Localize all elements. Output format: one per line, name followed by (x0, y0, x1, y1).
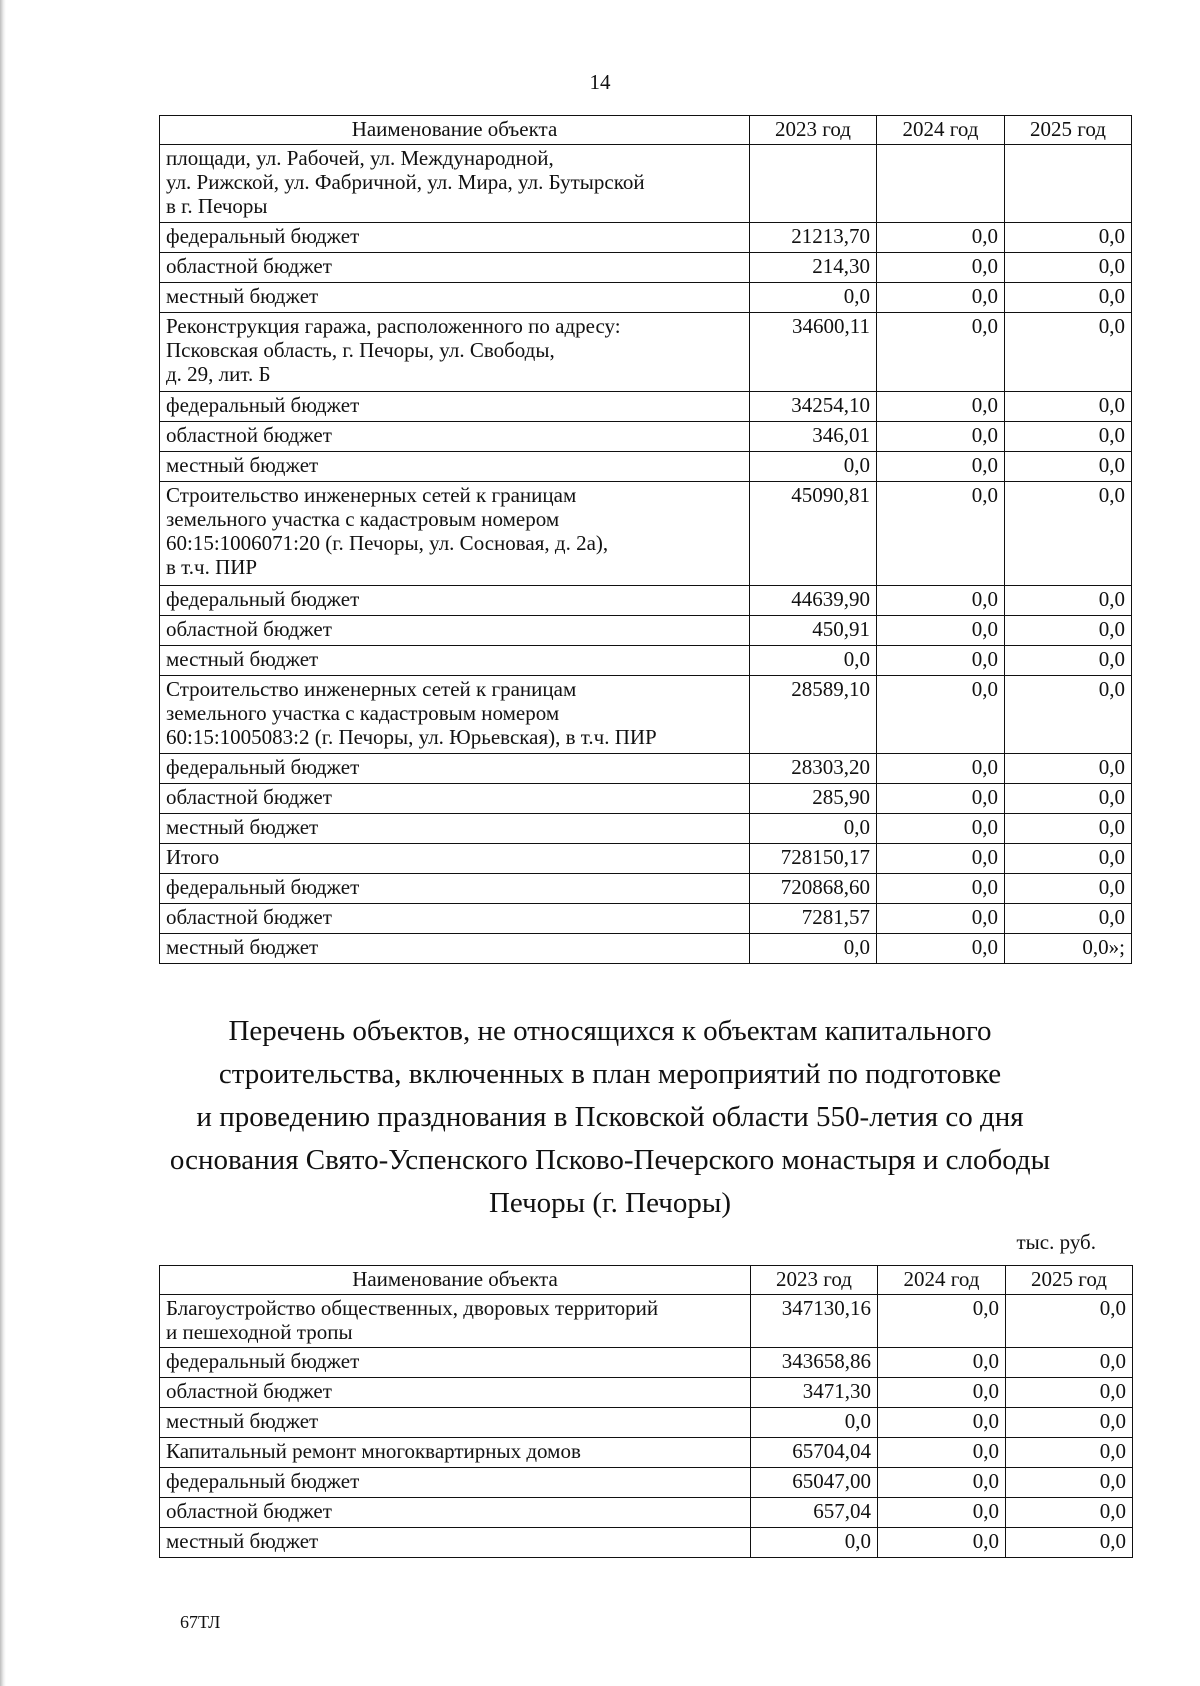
value-2025-cell: 0,0 (1005, 904, 1132, 934)
table-row (160, 1295, 1133, 1348)
table-row (160, 934, 1132, 964)
table-row (160, 616, 1132, 646)
object-name-cell: федеральный бюджет (160, 1468, 751, 1498)
value-2023-cell: 0,0 (750, 283, 877, 313)
value-2023-cell: 34254,10 (750, 392, 877, 422)
value-2024-cell (877, 145, 1005, 223)
value-2024-cell: 0,0 (878, 1348, 1006, 1378)
value-2025-cell: 0,0 (1005, 844, 1132, 874)
value-2025-cell: 0,0 (1005, 482, 1132, 586)
heading-line: и проведению празднования в Псковской области 550-летия со дня (196, 1101, 1024, 1133)
value-2023-cell: 0,0 (750, 814, 877, 844)
value-2023-cell: 7281,57 (750, 904, 877, 934)
table-header-row (160, 1266, 1133, 1295)
value-2024-cell: 0,0 (877, 586, 1005, 616)
table-row (160, 145, 1132, 223)
value-2024-cell: 0,0 (877, 874, 1005, 904)
budget-table-2 (159, 1265, 1133, 1558)
value-2025-cell: 0,0 (1005, 283, 1132, 313)
value-2024-cell: 0,0 (878, 1528, 1006, 1558)
header-2024: 2024 год (878, 1266, 1006, 1295)
value-2024-cell: 0,0 (878, 1378, 1006, 1408)
value-2024-cell: 0,0 (877, 814, 1005, 844)
value-2024-cell: 0,0 (878, 1408, 1006, 1438)
header-2025: 2025 год (1005, 116, 1132, 145)
value-2025-cell: 0,0 (1006, 1408, 1133, 1438)
value-2023-cell: 0,0 (750, 646, 877, 676)
object-name-cell: местный бюджет (160, 814, 750, 844)
value-2023-cell: 343658,86 (751, 1348, 878, 1378)
table-row (160, 586, 1132, 616)
value-2023-cell: 65704,04 (751, 1438, 878, 1468)
object-name-cell: Реконструкция гаража, расположенного по адресу: Псковская область, г. Печоры, ул. Свободы, д. 29, лит. Б (160, 313, 750, 392)
value-2025-cell: 0,0 (1005, 586, 1132, 616)
value-2025-cell: 0,0 (1005, 253, 1132, 283)
value-2025-cell: 0,0 (1005, 874, 1132, 904)
value-2023-cell: 0,0 (751, 1528, 878, 1558)
value-2023-cell: 346,01 (750, 422, 877, 452)
value-2025-cell (1005, 145, 1132, 223)
table-row (160, 754, 1132, 784)
value-2023-cell: 347130,16 (751, 1295, 878, 1348)
object-name-cell: областной бюджет (160, 784, 750, 814)
value-2025-cell: 0,0 (1006, 1498, 1133, 1528)
budget-table-1 (159, 115, 1132, 964)
table-row (160, 904, 1132, 934)
value-2023-cell: 21213,70 (750, 223, 877, 253)
value-2023-cell: 285,90 (750, 784, 877, 814)
value-2025-cell: 0,0 (1005, 422, 1132, 452)
table-row (160, 1408, 1133, 1438)
value-2023-cell: 44639,90 (750, 586, 877, 616)
object-name-cell: местный бюджет (160, 934, 750, 964)
object-name-cell: местный бюджет (160, 646, 750, 676)
page-number: 14 (589, 70, 611, 94)
value-2025-cell: 0,0 (1006, 1468, 1133, 1498)
table-row (160, 1378, 1133, 1408)
object-name-cell: федеральный бюджет (160, 754, 750, 784)
value-2023-cell: 728150,17 (750, 844, 877, 874)
object-name-cell: областной бюджет (160, 904, 750, 934)
object-name-cell: местный бюджет (160, 1528, 751, 1558)
value-2023-cell: 28589,10 (750, 676, 877, 754)
object-name-cell: Капитальный ремонт многоквартирных домов (160, 1438, 751, 1468)
value-2024-cell: 0,0 (877, 392, 1005, 422)
table-row (160, 283, 1132, 313)
value-2025-cell: 0,0 (1005, 784, 1132, 814)
heading-line: Печоры (г. Печоры) (488, 1187, 731, 1219)
table-row (160, 1498, 1133, 1528)
value-2023-cell: 45090,81 (750, 482, 877, 586)
value-2025-cell: 0,0 (1006, 1528, 1133, 1558)
object-name-cell: областной бюджет (160, 1378, 751, 1408)
value-2024-cell: 0,0 (877, 904, 1005, 934)
table-row (160, 874, 1132, 904)
object-name-cell: областной бюджет (160, 422, 750, 452)
table-row (160, 646, 1132, 676)
object-name-cell: федеральный бюджет (160, 874, 750, 904)
value-2025-cell: 0,0 (1005, 223, 1132, 253)
header-2023: 2023 год (750, 116, 877, 145)
value-2024-cell: 0,0 (877, 844, 1005, 874)
value-2024-cell: 0,0 (878, 1498, 1006, 1528)
value-2024-cell: 0,0 (877, 482, 1005, 586)
object-name-cell: областной бюджет (160, 253, 750, 283)
heading-line: строительства, включенных в план мероприятий по подготовке (218, 1058, 1002, 1090)
heading-line: основания Свято-Успенского Псково-Печерского монастыря и слободы (169, 1144, 1051, 1176)
value-2024-cell: 0,0 (878, 1438, 1006, 1468)
table-row (160, 676, 1132, 754)
object-name-cell: местный бюджет (160, 1408, 751, 1438)
value-2024-cell: 0,0 (878, 1295, 1006, 1348)
value-2025-cell: 0,0 (1006, 1378, 1133, 1408)
value-2025-cell: 0,0 (1005, 313, 1132, 392)
value-2024-cell: 0,0 (878, 1468, 1006, 1498)
value-2024-cell: 0,0 (877, 934, 1005, 964)
value-2024-cell: 0,0 (877, 452, 1005, 482)
object-name-cell: федеральный бюджет (160, 1348, 751, 1378)
units-label: тыс. руб. (1016, 1230, 1096, 1254)
value-2025-cell: 0,0 (1006, 1348, 1133, 1378)
value-2024-cell: 0,0 (877, 223, 1005, 253)
value-2024-cell: 0,0 (877, 283, 1005, 313)
table-row (160, 1348, 1133, 1378)
object-name-cell: Строительство инженерных сетей к границам земельного участка с кадастровым номером 60:15:1006071:20 (г. Печоры, ул. Сосновая, д. 2а), в т.ч. ПИР (160, 482, 750, 586)
value-2024-cell: 0,0 (877, 754, 1005, 784)
object-name-cell: областной бюджет (160, 1498, 751, 1528)
value-2023-cell: 0,0 (751, 1408, 878, 1438)
table-row (160, 784, 1132, 814)
table-row (160, 844, 1132, 874)
header-2025: 2025 год (1006, 1266, 1133, 1295)
header-object-name: Наименование объекта (160, 1266, 751, 1295)
value-2025-cell: 0,0 (1005, 452, 1132, 482)
table-row (160, 1528, 1133, 1558)
value-2023-cell: 65047,00 (751, 1468, 878, 1498)
value-2023-cell: 0,0 (750, 452, 877, 482)
object-name-cell: областной бюджет (160, 616, 750, 646)
value-2025-cell: 0,0 (1005, 676, 1132, 754)
table-row (160, 313, 1132, 392)
table-row (160, 814, 1132, 844)
value-2023-cell: 214,30 (750, 253, 877, 283)
header-2023: 2023 год (751, 1266, 878, 1295)
value-2024-cell: 0,0 (877, 313, 1005, 392)
value-2025-cell: 0,0 (1006, 1295, 1133, 1348)
table-row (160, 1468, 1133, 1498)
table-row (160, 482, 1132, 586)
heading-line: Перечень объектов, не относящихся к объектам капитального (228, 1015, 992, 1047)
value-2025-cell: 0,0 (1005, 616, 1132, 646)
value-2024-cell: 0,0 (877, 676, 1005, 754)
header-2024: 2024 год (877, 116, 1005, 145)
value-2025-cell: 0,0»; (1005, 934, 1132, 964)
value-2025-cell: 0,0 (1005, 392, 1132, 422)
table-row (160, 1438, 1133, 1468)
value-2025-cell: 0,0 (1005, 754, 1132, 784)
value-2023-cell: 3471,30 (751, 1378, 878, 1408)
object-name-cell: Строительство инженерных сетей к границам земельного участка с кадастровым номером 60:15:1005083:2 (г. Печоры, ул. Юрьевская), в т.ч. ПИР (160, 676, 750, 754)
object-name-cell: федеральный бюджет (160, 223, 750, 253)
value-2024-cell: 0,0 (877, 616, 1005, 646)
section-heading (140, 1010, 1080, 1225)
table-row (160, 452, 1132, 482)
object-name-cell: Благоустройство общественных, дворовых территорий и пешеходной тропы (160, 1295, 751, 1348)
table-row (160, 223, 1132, 253)
value-2023-cell: 450,91 (750, 616, 877, 646)
object-name-cell: местный бюджет (160, 283, 750, 313)
header-object-name: Наименование объекта (160, 116, 750, 145)
footer-code: 67ТЛ (180, 1612, 221, 1632)
value-2023-cell: 28303,20 (750, 754, 877, 784)
table-row (160, 253, 1132, 283)
value-2024-cell: 0,0 (877, 422, 1005, 452)
value-2025-cell: 0,0 (1006, 1438, 1133, 1468)
table-row (160, 392, 1132, 422)
value-2023-cell: 0,0 (750, 934, 877, 964)
value-2023-cell: 34600,11 (750, 313, 877, 392)
object-name-cell: местный бюджет (160, 452, 750, 482)
value-2024-cell: 0,0 (877, 784, 1005, 814)
object-name-cell: федеральный бюджет (160, 392, 750, 422)
object-name-cell: федеральный бюджет (160, 586, 750, 616)
value-2025-cell: 0,0 (1005, 814, 1132, 844)
object-name-cell: Итого (160, 844, 750, 874)
scan-edge (0, 0, 6, 1686)
value-2023-cell (750, 145, 877, 223)
value-2023-cell: 657,04 (751, 1498, 878, 1528)
value-2025-cell: 0,0 (1005, 646, 1132, 676)
value-2024-cell: 0,0 (877, 253, 1005, 283)
value-2024-cell: 0,0 (877, 646, 1005, 676)
table-header-row (160, 116, 1132, 145)
object-name-cell: площади, ул. Рабочей, ул. Международной, ул. Рижской, ул. Фабричной, ул. Мира, ул. Бутырской в г. Печоры (160, 145, 750, 223)
value-2023-cell: 720868,60 (750, 874, 877, 904)
table-row (160, 422, 1132, 452)
